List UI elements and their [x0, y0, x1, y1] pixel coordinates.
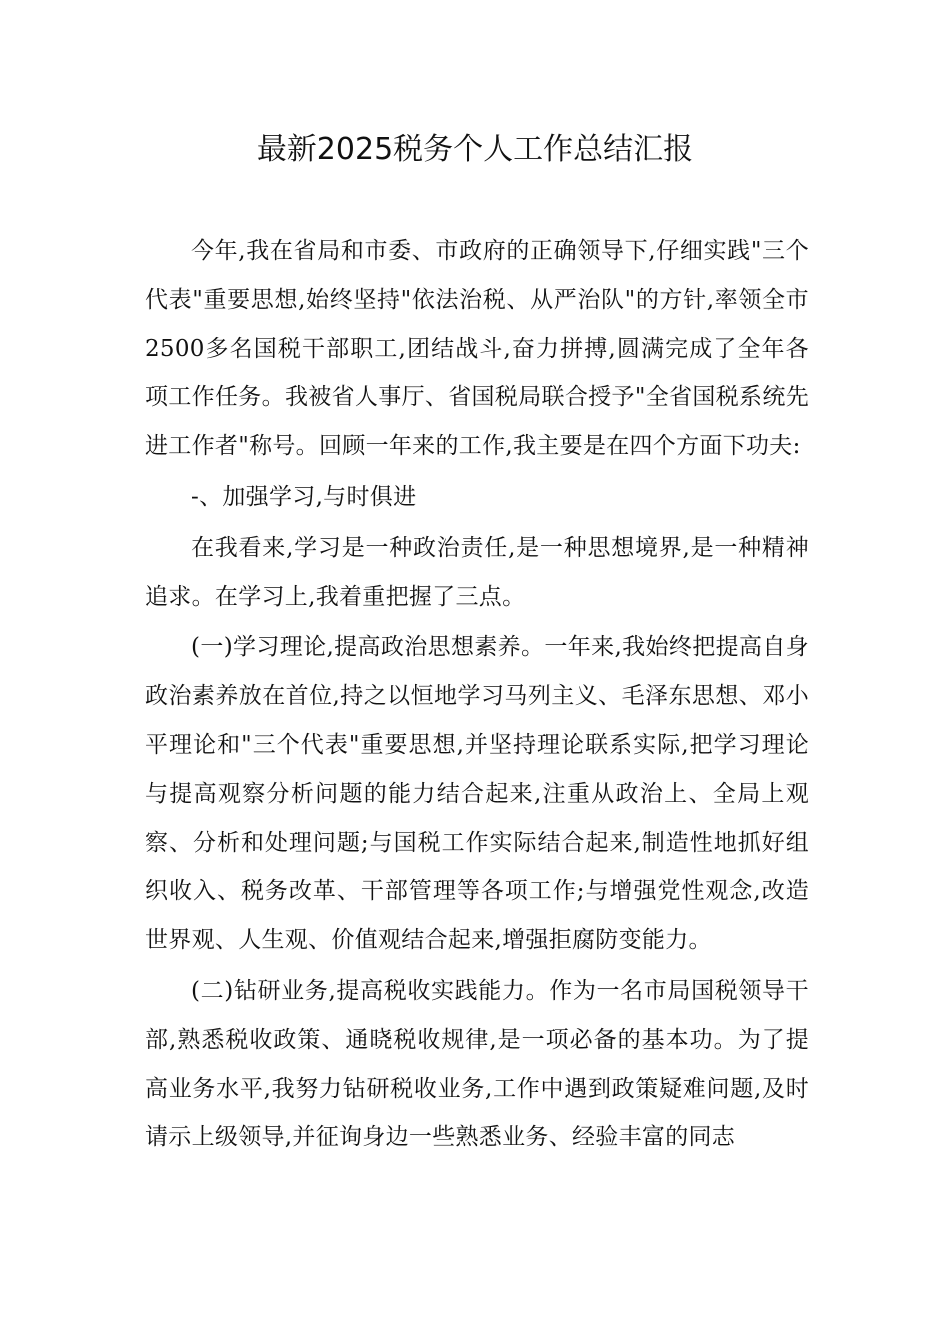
- document-title: 最新2025税务个人工作总结汇报: [256, 132, 694, 167]
- paragraph-study: 在我看来,学习是一种政治责任,是一种思想境界,是一种精神追求。在学习上,我着重把握了三点。: [145, 534, 809, 610]
- document-body: [145, 227, 809, 1164]
- section-heading-1: -、加强学习,与时俱进: [191, 483, 417, 510]
- paragraph-business: (二)钻研业务,提高税收实践能力。作为一名市局国税领导干部,熟悉税收政策、通晓税收规律,是一项必备的基本功。为了提高业务水平,我努力钻研税收业务,工作中遇到政策疑难问题,及时请示上级领导,并征询身边一些熟悉业务、经验丰富的同志: [145, 977, 809, 1151]
- paragraph-theory: (一)学习理论,提高政治思想素养。一年来,我始终把提高自身政治素养放在首位,持之以恒地学习马列主义、毛泽东思想、邓小平理论和"三个代表"重要思想,并坚持理论联系实际,把学习理论与提高观察分析问题的能力结合起来,注重从政治上、全局上观察、分析和处理问题;与国税工作实际结合起来,制造性地抓好组织收入、税务改革、干部管理等各项工作;与增强党性观念,改造世界观、人生观、价值观结合起来,增强拒腐防变能力。: [145, 634, 809, 954]
- paragraph-intro: 今年,我在省局和市委、市政府的正确领导下,仔细实践"三个代表"重要思想,始终坚持"依法治税、从严治队"的方针,率领全市2500多名国税干部职工,团结战斗,奋力拼搏,圆满完成了全年各项工作任务。我被省人事厅、省国税局联合授予"全省国税系统先进工作者"称号。回顾一年来的工作,我主要是在四个方面下功夫:: [145, 238, 809, 460]
